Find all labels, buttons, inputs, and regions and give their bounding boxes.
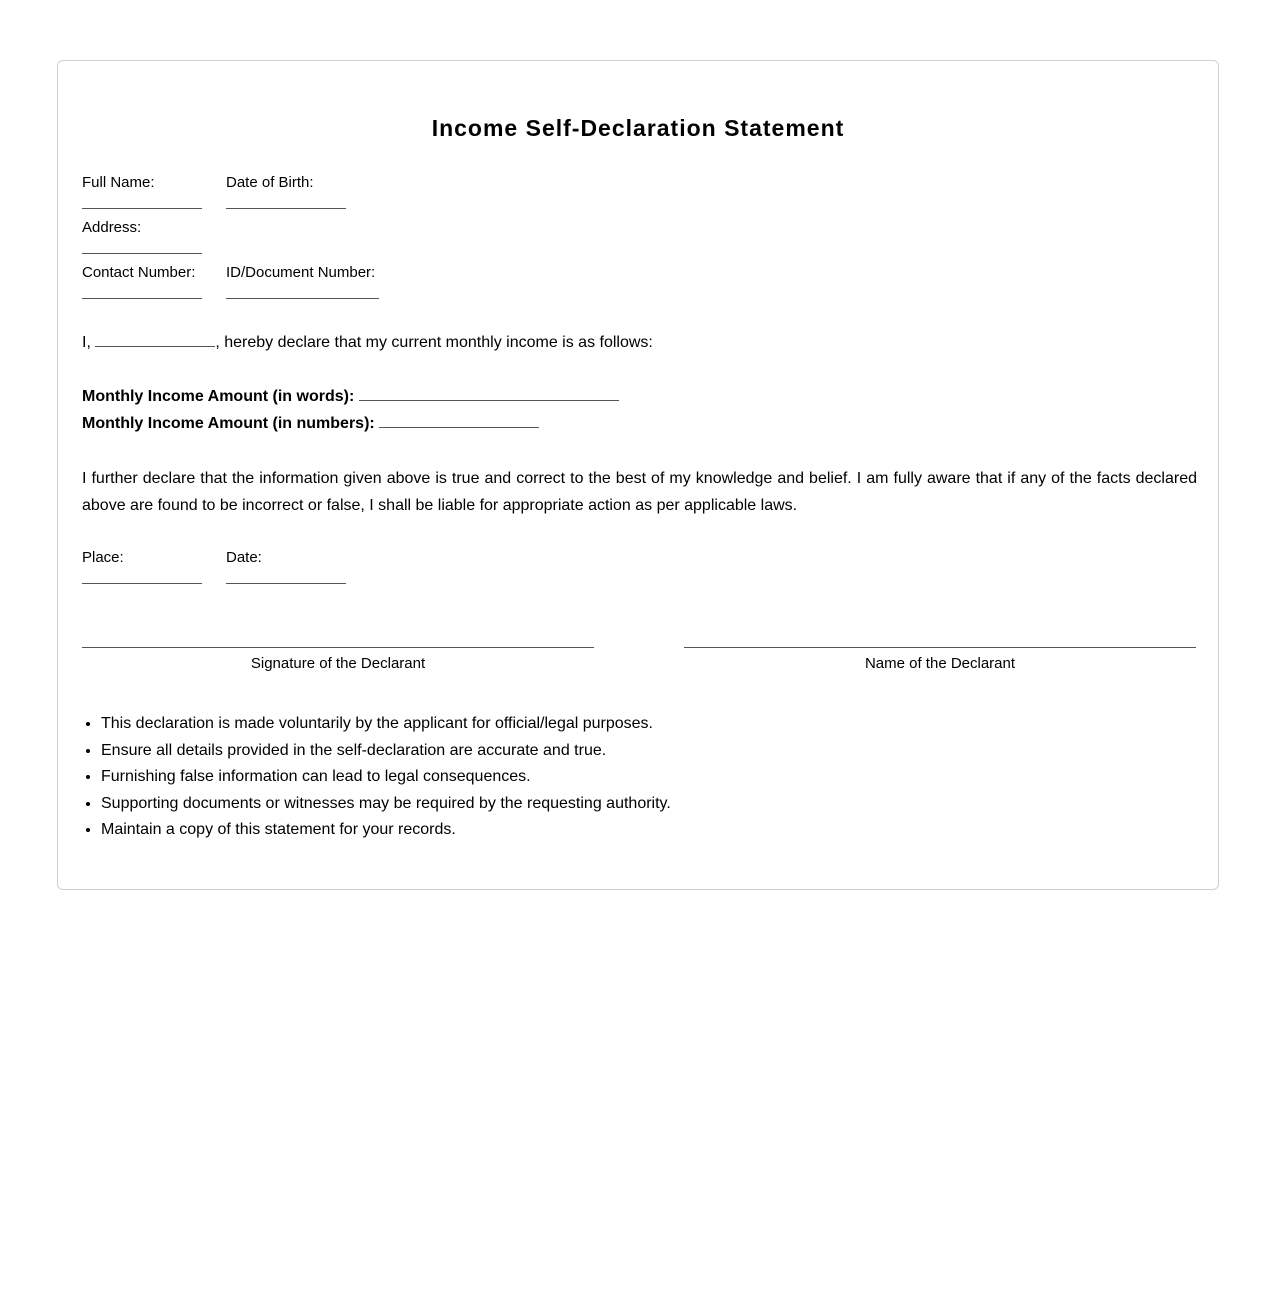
list-item: • This declaration is made voluntarily by the applicant for official/legal purposes. — [101, 711, 671, 738]
address-field[interactable] — [82, 219, 202, 254]
id-document-number-label: ID/Document Number: — [226, 264, 376, 281]
list-item: • Furnishing false information can lead to legal consequences. — [101, 764, 671, 791]
place-field[interactable] — [82, 549, 202, 584]
income-words-row — [82, 386, 619, 407]
document-title: Income Self-Declaration Statement — [431, 115, 845, 141]
date-of-birth-field[interactable] — [226, 174, 346, 209]
signature-label: Signature of the Declarant — [250, 655, 426, 672]
income-numbers-label: Monthly Income Amount (in numbers): — [82, 415, 375, 432]
date-label: Date: — [226, 549, 262, 566]
contact-number-label: Contact Number: — [82, 264, 196, 281]
list-item: • Supporting documents or witnesses may be required by the requesting authority. — [101, 791, 671, 818]
notes-list — [82, 711, 671, 844]
income-numbers-row — [82, 413, 539, 434]
declaration-paragraph: I further declare that the information given above is true and correct to the best of my knowledge and belief. I am fully aware that if any of the facts declared above are found to be incorrect or false, I shall be liable for appropriate action as per applicable laws. — [82, 470, 1197, 514]
signature-line[interactable] — [82, 647, 594, 648]
income-numbers-blank[interactable] — [379, 413, 539, 428]
place-label: Place: — [82, 549, 124, 566]
declaration-prefix: I, — [82, 334, 91, 351]
address-label: Address: — [82, 219, 142, 236]
declaration-sentence — [82, 332, 653, 353]
income-words-label: Monthly Income Amount (in words): — [82, 388, 355, 405]
declarant-name-blank[interactable] — [95, 332, 215, 347]
full-name-field[interactable] — [82, 174, 202, 209]
list-item: • Ensure all details provided in the self-declaration are accurate and true. — [101, 738, 671, 765]
date-of-birth-label: Date of Birth: — [226, 174, 314, 191]
contact-number-field[interactable] — [82, 264, 202, 299]
declaration-suffix: , hereby declare that my current monthly income is as follows: — [215, 334, 653, 351]
list-item: • Maintain a copy of this statement for your records. — [101, 817, 671, 844]
declarant-name-label: Name of the Declarant — [864, 655, 1016, 672]
date-field[interactable] — [226, 549, 346, 584]
full-name-label: Full Name: — [82, 174, 155, 191]
declarant-name-line[interactable] — [684, 647, 1196, 648]
id-document-number-field[interactable] — [226, 264, 379, 299]
income-words-blank[interactable] — [359, 386, 619, 401]
declaration-card — [57, 60, 1219, 890]
